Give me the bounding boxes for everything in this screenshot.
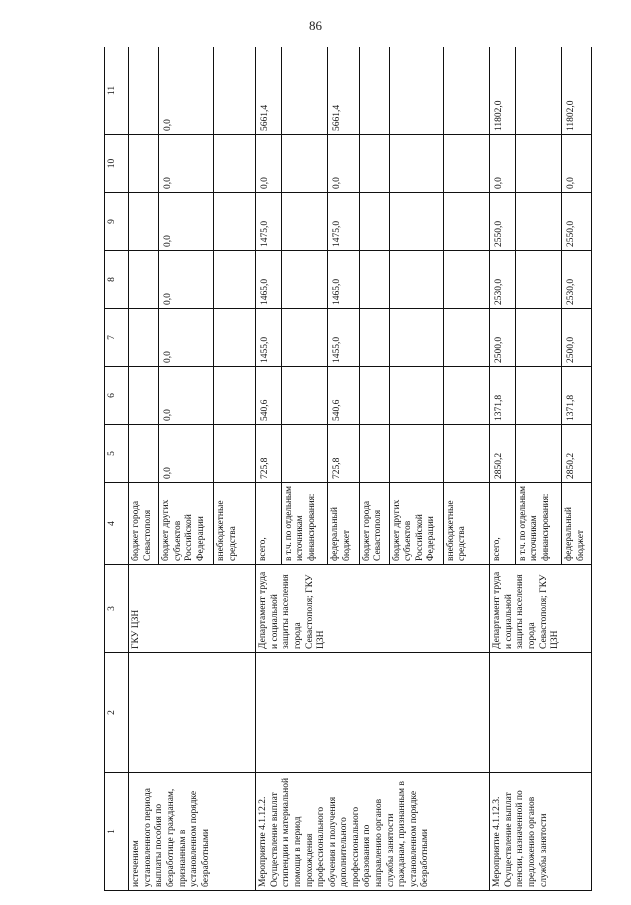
- value-cell: 2530,0: [490, 251, 515, 309]
- executor-cell: ГКУ ЦЗН: [129, 565, 256, 653]
- value-cell: [443, 251, 490, 309]
- value-cell: 725,8: [328, 425, 360, 483]
- header-cell: 7: [105, 309, 129, 367]
- value-cell: [443, 135, 490, 193]
- value-cell: [281, 47, 328, 135]
- value-cell: [281, 251, 328, 309]
- value-cell: 1475,0: [328, 193, 360, 251]
- value-cell: [515, 47, 562, 135]
- table-row: [256, 47, 281, 891]
- value-cell: 725,8: [256, 425, 281, 483]
- empty-cell: [129, 653, 256, 773]
- source-cell: всего,: [256, 483, 281, 565]
- value-cell: [359, 251, 389, 309]
- value-cell: [515, 135, 562, 193]
- financing-table: [104, 47, 592, 891]
- value-cell: 0,0: [159, 135, 214, 193]
- value-cell: [515, 251, 562, 309]
- value-cell: [515, 193, 562, 251]
- value-cell: [281, 367, 328, 425]
- value-cell: [129, 309, 159, 367]
- value-cell: 0,0: [159, 425, 214, 483]
- header-cell: 1: [105, 773, 129, 891]
- value-cell: [214, 309, 256, 367]
- value-cell: [359, 193, 389, 251]
- value-cell: [389, 425, 443, 483]
- value-cell: 2530,0: [562, 251, 592, 309]
- empty-cell: [490, 653, 592, 773]
- source-cell: федеральный бюджет: [328, 483, 360, 565]
- value-cell: [389, 251, 443, 309]
- value-cell: [281, 425, 328, 483]
- header-cell: 4: [105, 483, 129, 565]
- value-cell: 2500,0: [490, 309, 515, 367]
- value-cell: [515, 309, 562, 367]
- value-cell: 1455,0: [256, 309, 281, 367]
- value-cell: [389, 47, 443, 135]
- value-cell: [129, 367, 159, 425]
- value-cell: [359, 425, 389, 483]
- value-cell: 0,0: [562, 135, 592, 193]
- value-cell: [281, 135, 328, 193]
- value-cell: [443, 193, 490, 251]
- source-cell: бюджет города Севастополя: [129, 483, 159, 565]
- value-cell: 2500,0: [562, 309, 592, 367]
- value-cell: 0,0: [328, 135, 360, 193]
- event-name-cell: истечением установленного периода выплаты пособия по безработице гражданам, признанным в установленном порядке безработными: [129, 773, 256, 891]
- event-name-cell: Мероприятие 4.1.12.3. Осуществление выплат пенсии, назначенной по предложению органов службы занятости: [490, 773, 592, 891]
- value-cell: 1455,0: [328, 309, 360, 367]
- header-cell: 8: [105, 251, 129, 309]
- header-cell: 2: [105, 653, 129, 773]
- value-cell: 1371,8: [490, 367, 515, 425]
- source-cell: федеральный бюджет: [562, 483, 592, 565]
- empty-cell: [256, 653, 490, 773]
- value-cell: 11802,0: [490, 47, 515, 135]
- value-cell: [389, 193, 443, 251]
- value-cell: 0,0: [159, 309, 214, 367]
- value-cell: 0,0: [159, 47, 214, 135]
- value-cell: [129, 193, 159, 251]
- value-cell: [443, 367, 490, 425]
- value-cell: 1465,0: [256, 251, 281, 309]
- value-cell: [443, 47, 490, 135]
- header-cell: 9: [105, 193, 129, 251]
- value-cell: [359, 47, 389, 135]
- value-cell: [389, 309, 443, 367]
- table-frame: [104, 47, 592, 891]
- value-cell: 11802,0: [562, 47, 592, 135]
- table-row: [129, 47, 159, 891]
- value-cell: 540,6: [256, 367, 281, 425]
- value-cell: 0,0: [490, 135, 515, 193]
- header-cell: 3: [105, 565, 129, 653]
- header-cell: 11: [105, 47, 129, 135]
- header-cell: 6: [105, 367, 129, 425]
- value-cell: 5661,4: [256, 47, 281, 135]
- value-cell: [214, 251, 256, 309]
- source-cell: внебюджетные средства: [214, 483, 256, 565]
- value-cell: 5661,4: [328, 47, 360, 135]
- value-cell: [359, 367, 389, 425]
- value-cell: [214, 425, 256, 483]
- value-cell: [443, 309, 490, 367]
- value-cell: [389, 367, 443, 425]
- value-cell: [129, 425, 159, 483]
- table-row: [490, 47, 515, 891]
- value-cell: [359, 135, 389, 193]
- value-cell: [129, 251, 159, 309]
- value-cell: 2850,2: [562, 425, 592, 483]
- source-cell: всего,: [490, 483, 515, 565]
- page-number: 86: [309, 18, 322, 33]
- value-cell: 1475,0: [256, 193, 281, 251]
- value-cell: [515, 367, 562, 425]
- value-cell: [129, 135, 159, 193]
- value-cell: [214, 367, 256, 425]
- value-cell: 2550,0: [490, 193, 515, 251]
- executor-cell: Департамент труда и социальной защиты населения города Севастополя; ГКУ ЦЗН: [256, 565, 490, 653]
- source-cell: внебюджетные средства: [443, 483, 490, 565]
- value-cell: [214, 47, 256, 135]
- header-cell: 10: [105, 135, 129, 193]
- value-cell: 2850,2: [490, 425, 515, 483]
- value-cell: 2550,0: [562, 193, 592, 251]
- value-cell: 0,0: [256, 135, 281, 193]
- header-row: [105, 47, 129, 891]
- value-cell: [214, 135, 256, 193]
- source-cell: бюджет города Севастополя: [359, 483, 389, 565]
- event-name-cell: Мероприятие 4.1.12.2. Осуществление выплат стипендии и материальной помощи в период прохождения профессионального обучения и получения дополнительного профессионального образования по направлению органов службы занятости гражданам, признанным в установленном порядке безработными: [256, 773, 490, 891]
- value-cell: [359, 309, 389, 367]
- value-cell: [214, 193, 256, 251]
- value-cell: [443, 425, 490, 483]
- value-cell: 0,0: [159, 251, 214, 309]
- value-cell: 1371,8: [562, 367, 592, 425]
- value-cell: 0,0: [159, 367, 214, 425]
- header-cell: 5: [105, 425, 129, 483]
- source-cell: в т.ч. по отдельным источникам финансирования:: [515, 483, 562, 565]
- executor-cell: Департамент труда и социальной защиты населения города Севастополя; ГКУ ЦЗН: [490, 565, 592, 653]
- value-cell: [515, 425, 562, 483]
- source-cell: бюджет других субъектов Российской Федерации: [389, 483, 443, 565]
- value-cell: [281, 193, 328, 251]
- value-cell: 1465,0: [328, 251, 360, 309]
- value-cell: [129, 47, 159, 135]
- value-cell: [281, 309, 328, 367]
- source-cell: в т.ч. по отдельным источникам финансирования:: [281, 483, 328, 565]
- value-cell: 540,6: [328, 367, 360, 425]
- value-cell: [389, 135, 443, 193]
- value-cell: 0,0: [159, 193, 214, 251]
- source-cell: бюджет других субъектов Российской Федерации: [159, 483, 214, 565]
